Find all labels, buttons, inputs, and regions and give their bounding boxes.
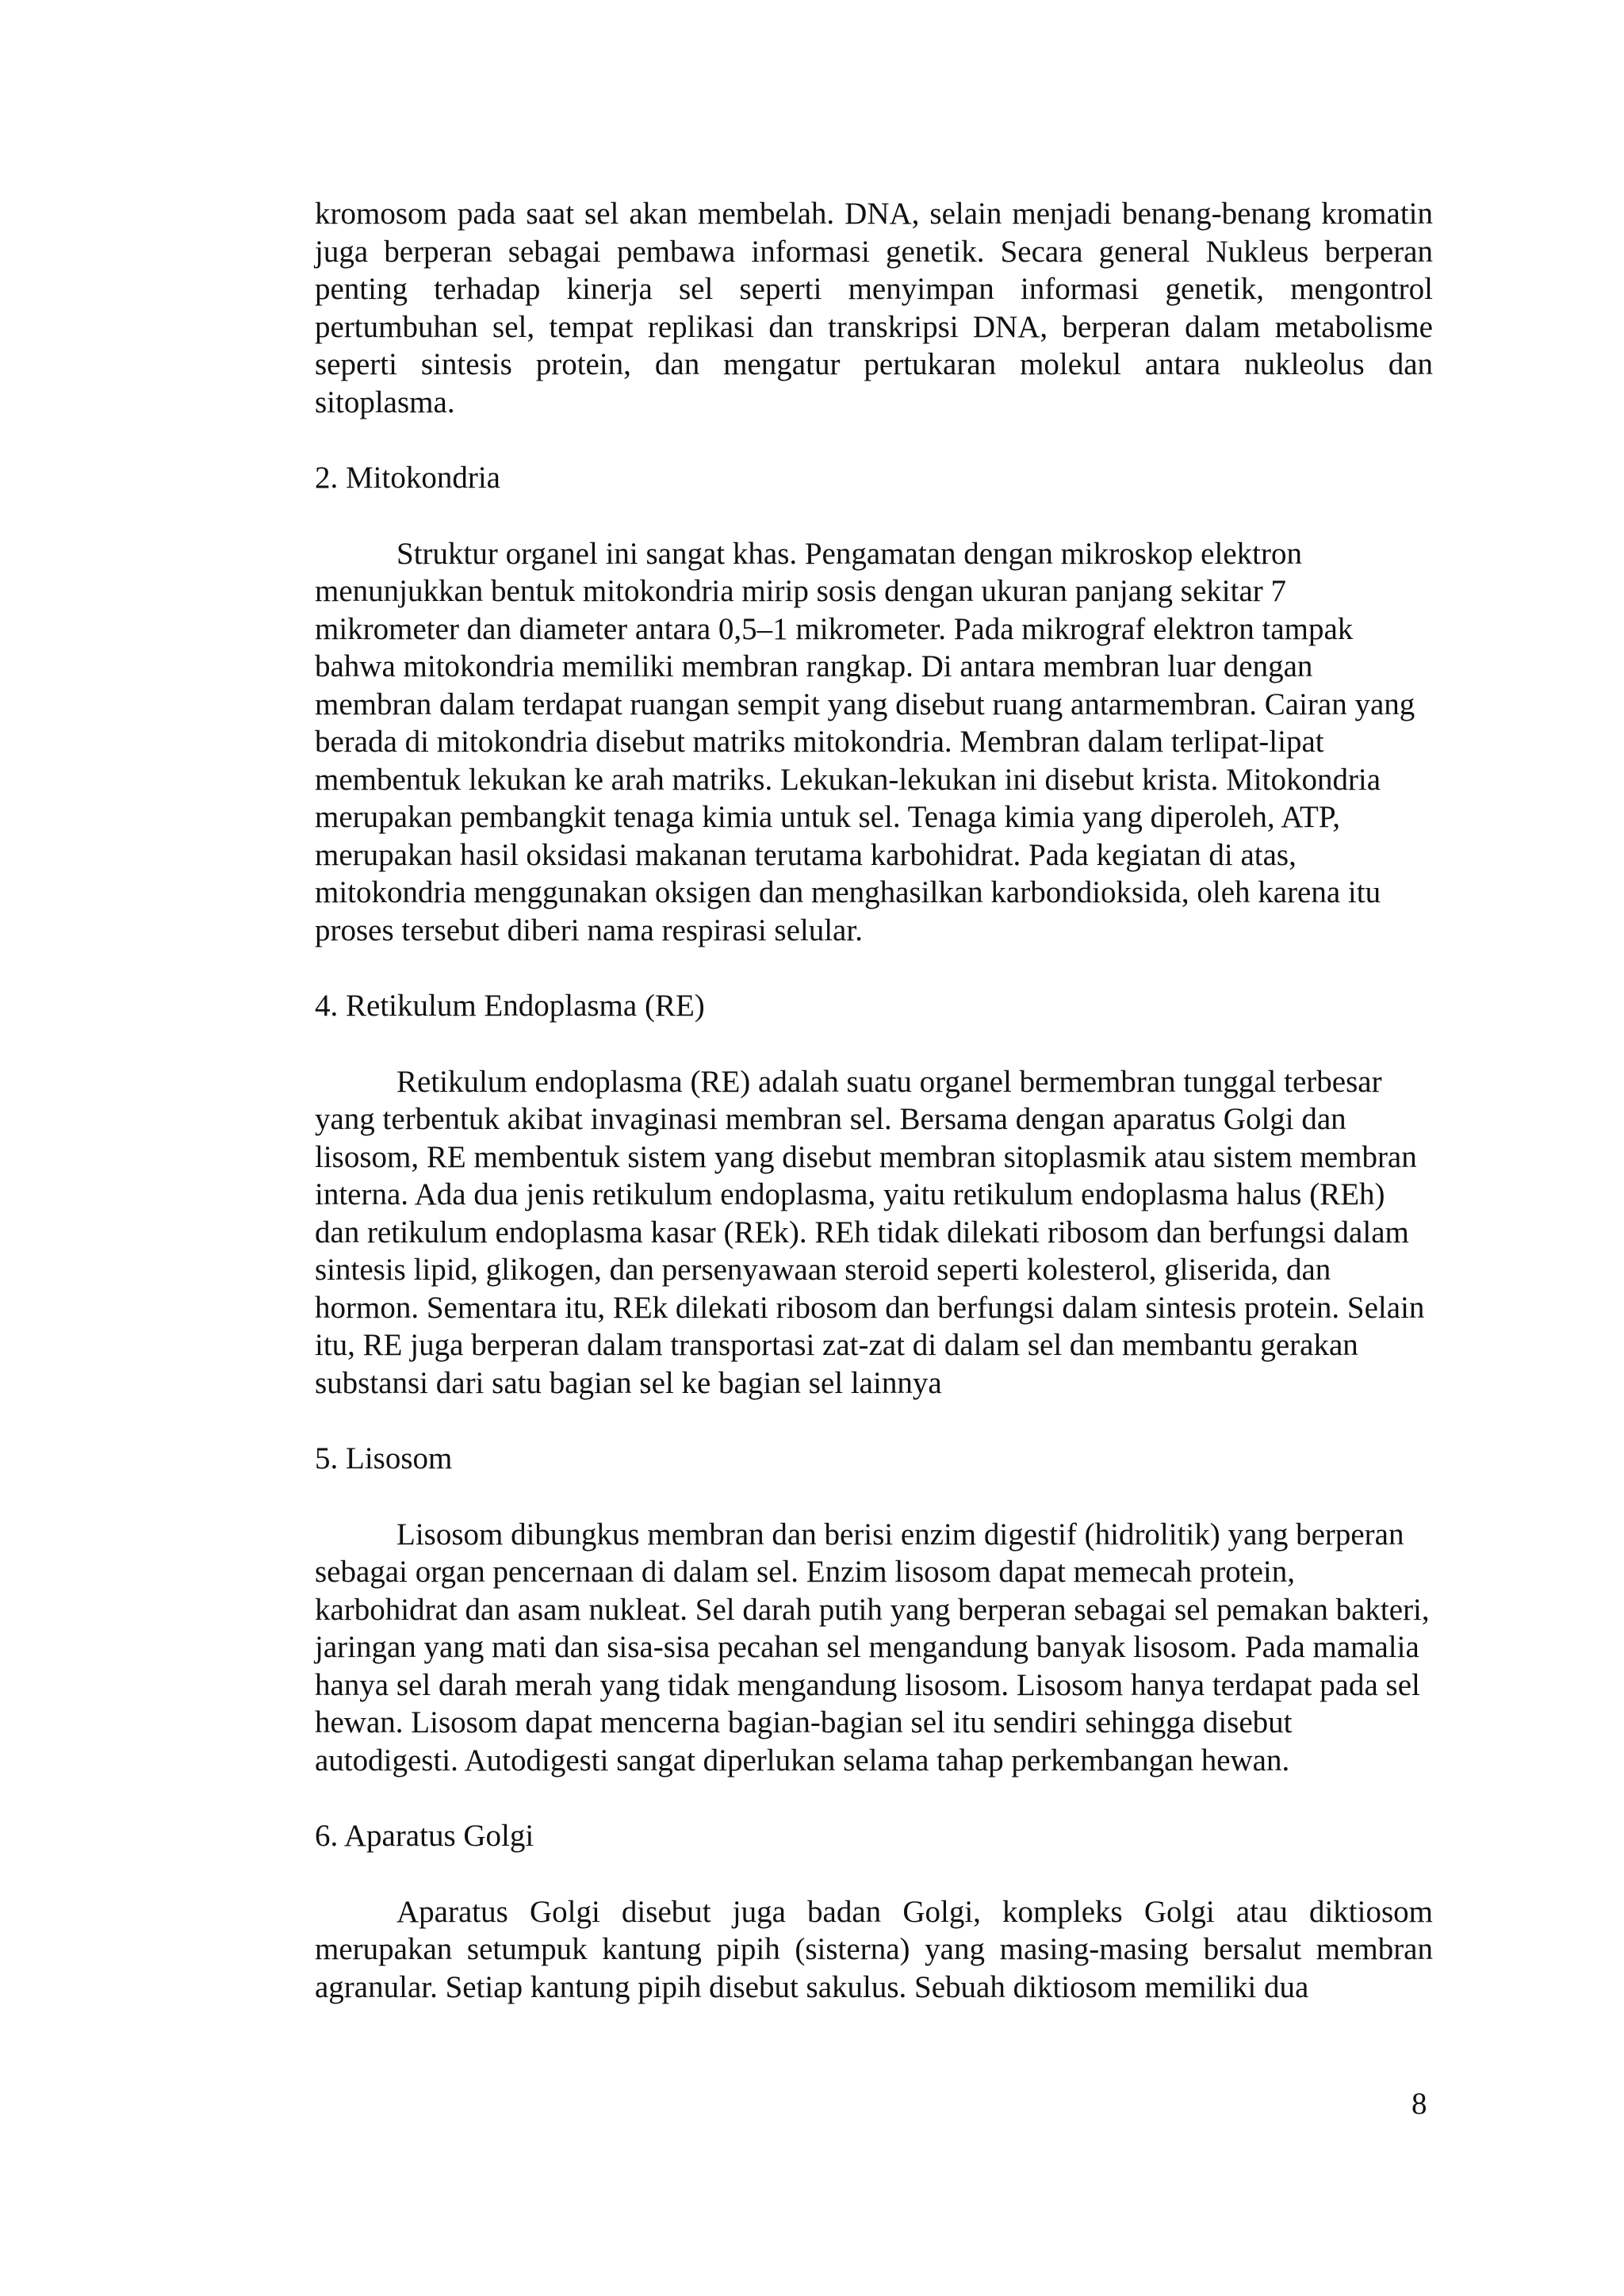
paragraph-retikulum-endoplasma: Retikulum endoplasma (RE) adalah suatu organel bermembran tunggal terbesar yang terbentuk akibat invaginasi membran sel. Bersama dengan aparatus Golgi dan lisosom, RE membentuk sistem yang disebut membran sitoplasmik atau sistem membran interna. Ada dua jenis retikulum endoplasma, yaitu retikulum endoplasma halus (REh) dan retikulum endoplasma kasar (REk). REh tidak dilekati ribosom dan berfungsi dalam sintesis lipid, glikogen, dan persenyawaan steroid seperti kolesterol, gliserida, dan hormon. Sementara itu, REk dilekati ribosom dan berfungsi dalam sintesis protein. Selain itu, RE juga berperan dalam transportasi zat-zat di dalam sel dan membantu gerakan substansi dari satu bagian sel ke bagian sel lainnya: [315, 1064, 1425, 1400]
paragraph-mitokondria: Struktur organel ini sangat khas. Pengamatan dengan mikroskop elektron menunjukkan bentuk mitokondria mirip sosis dengan ukuran panjang sekitar 7 mikrometer dan diameter antara 0,5–1 mikrometer. Pada mikrograf elektron tampak bahwa mitokondria memiliki membran rangkap. Di antara membran luar dengan membran dalam terdapat ruangan sempit yang disebut ruang antarmembran. Cairan yang berada di mitokondria disebut matriks mitokondria. Membran dalam terlipat-lipat membentuk lekukan ke arah matriks. Lekukan-lekukan ini disebut krista. Mitokondria merupakan pembangkit tenaga kimia untuk sel. Tenaga kimia yang diperoleh, ATP, merupakan hasil oksidasi makanan terutama karbohidrat. Pada kegiatan di atas, mitokondria menggunakan oksigen dan menghasilkan karbondioksida, oleh karena itu proses tersebut diberi nama respirasi selular.: [315, 536, 1415, 947]
page-number: 8: [1411, 2087, 1427, 2121]
heading-mitokondria: 2. Mitokondria: [315, 461, 500, 495]
heading-lisosom: 5. Lisosom: [315, 1441, 453, 1475]
document-page: [315, 195, 1433, 2006]
heading-aparatus-golgi: 6. Aparatus Golgi: [315, 1819, 534, 1853]
intro-paragraph: kromosom pada saat sel akan membelah. DNA, selain menjadi benang-benang kromatin juga berperan sebagai pembawa informasi genetik. Secara general Nukleus berperan penting terhadap kinerja sel seperti menyimpan informasi genetik, mengontrol pertumbuhan sel, tempat replikasi dan transkripsi DNA, berperan dalam metabolisme seperti sintesis protein, dan mengatur pertukaran molekul antara nukleolus dan sitoplasma.: [315, 197, 1433, 419]
paragraph-lisosom: Lisosom dibungkus membran dan berisi enzim digestif (hidrolitik) yang berperan sebagai organ pencernaan di dalam sel. Enzim lisosom dapat memecah protein, karbohidrat dan asam nukleat. Sel darah putih yang berperan sebagai sel pemakan bakteri, jaringan yang mati dan sisa-sisa pecahan sel mengandung banyak lisosom. Pada mamalia hanya sel darah merah yang tidak mengandung lisosom. Lisosom hanya terdapat pada sel hewan. Lisosom dapat mencerna bagian-bagian sel itu sendiri sehingga disebut autodigesti. Autodigesti sangat diperlukan selama tahap perkembangan hewan.: [315, 1517, 1430, 1777]
paragraph-aparatus-golgi: Aparatus Golgi disebut juga badan Golgi, kompleks Golgi atau diktiosom merupakan setumpuk kantung pipih (sisterna) yang masing-masing bersalut membran agranular. Setiap kantung pipih disebut sakulus. Sebuah diktiosom memiliki dua: [315, 1894, 1433, 2004]
heading-retikulum-endoplasma: 4. Retikulum Endoplasma (RE): [315, 989, 705, 1023]
